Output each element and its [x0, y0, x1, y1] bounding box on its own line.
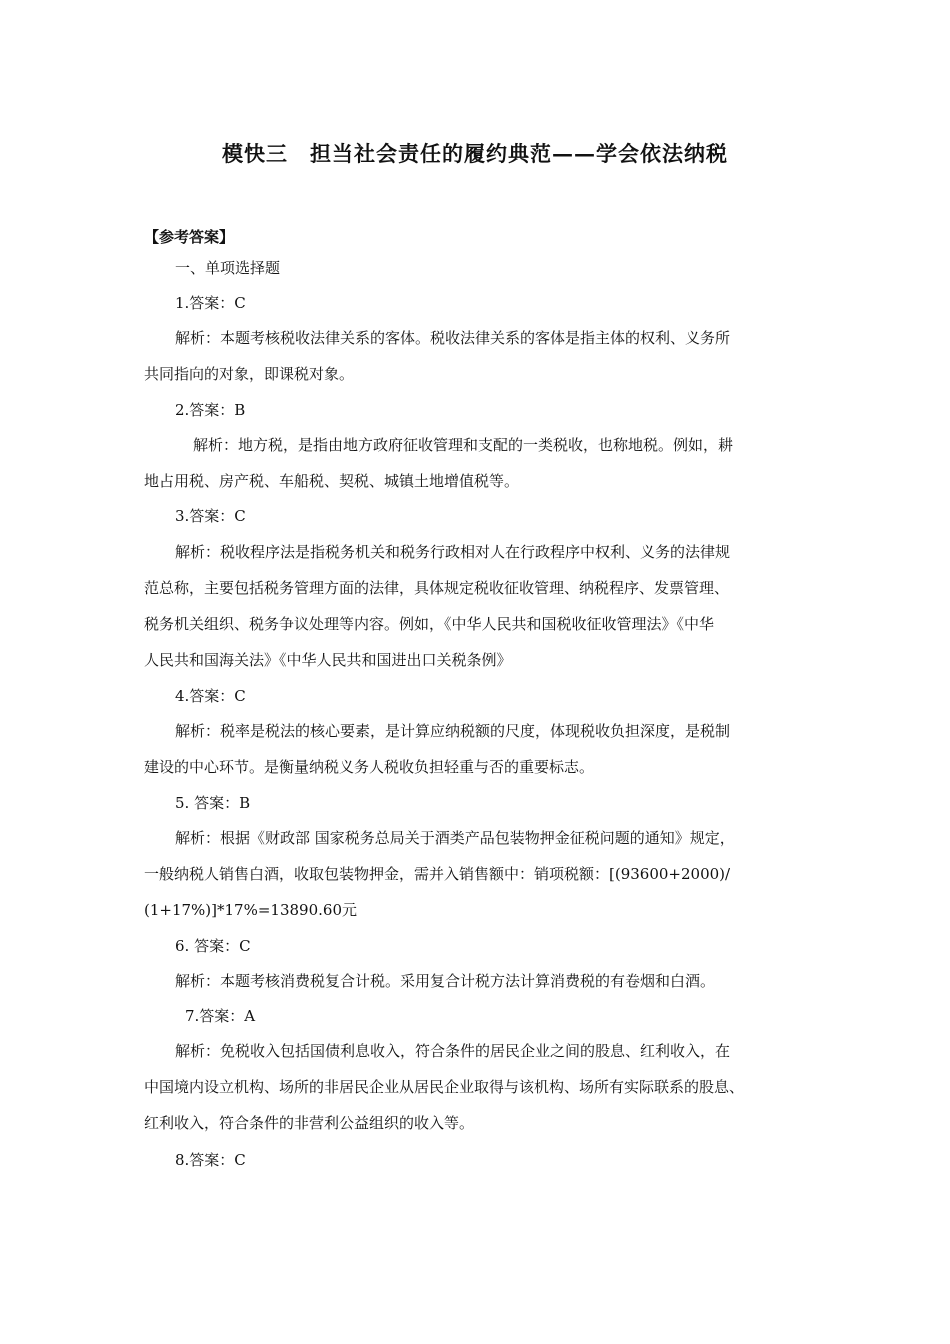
explanation-line: (1+17%)]*17%=13890.60元	[144, 901, 357, 919]
answer-2: 2.答案：B	[175, 401, 246, 419]
answer-3: 3.答案：C	[175, 507, 246, 525]
explanation-line: 解析：根据《财政部 国家税务总局关于酒类产品包装物押金征税问题的通知》规定，	[175, 829, 735, 847]
explanation-line: 地占用税、房产税、车船税、契税、城镇土地增值税等。	[144, 472, 520, 490]
explanation-line: 建设的中心环节。是衡量纳税义务人税收负担轻重与否的重要标志。	[144, 758, 595, 776]
explanation-line: 共同指向的对象，即课税对象。	[144, 365, 355, 383]
explanation-line: 红利收入，符合条件的非营利公益组织的收入等。	[144, 1114, 475, 1132]
answer-4: 4.答案：C	[175, 687, 246, 705]
explanation-line: 中国境内设立机构、场所的非居民企业从居民企业取得与该机构、场所有实际联系的股息、	[144, 1078, 745, 1096]
explanation-line: 人民共和国海关法》《中华人民共和国进出口关税条例》	[144, 651, 512, 669]
explanation-line: 解析：税率是税法的核心要素，是计算应纳税额的尺度，体现税收负担深度，是税制	[175, 722, 731, 740]
explanation-line: 解析：税收程序法是指税务机关和税务行政相对人在行政程序中权利、义务的法律规	[175, 543, 731, 561]
answer-1: 1.答案：C	[175, 294, 246, 312]
answer-8: 8.答案：C	[175, 1151, 246, 1169]
explanation-line: 解析：地方税，是指由地方政府征收管理和支配的一类税收，也称地税。例如，耕	[193, 436, 734, 454]
answer-5: 5. 答案：B	[175, 794, 251, 812]
explanation-line: 税务机关组织、税务争议处理等内容。例如，《中华人民共和国税收征收管理法》《中华	[144, 615, 715, 633]
explanation-line: 解析：免税收入包括国债利息收入，符合条件的居民企业之间的股息、红利收入，在	[175, 1042, 731, 1060]
answer-7: 7.答案：A	[185, 1007, 256, 1025]
answer-6: 6. 答案：C	[175, 937, 251, 955]
document-title: 模快三 担当社会责任的履约典范——学会依法纳税	[222, 141, 728, 166]
explanation-line: 解析：本题考核消费税复合计税。采用复合计税方法计算消费税的有卷烟和白酒。	[175, 972, 716, 990]
explanation-line: 解析：本题考核税收法律关系的客体。税收法律关系的客体是指主体的权利、义务所	[175, 329, 731, 347]
part-heading: 一、单项选择题	[175, 259, 281, 277]
explanation-line: 一般纳税人销售白酒，收取包装物押金，需并入销售额中：销项税额：[(93600+2000)/	[144, 865, 731, 883]
explanation-line: 范总称，主要包括税务管理方面的法律，具体规定税收征收管理、纳税程序、发票管理、	[144, 579, 730, 597]
section-label: 【参考答案】	[144, 228, 235, 246]
